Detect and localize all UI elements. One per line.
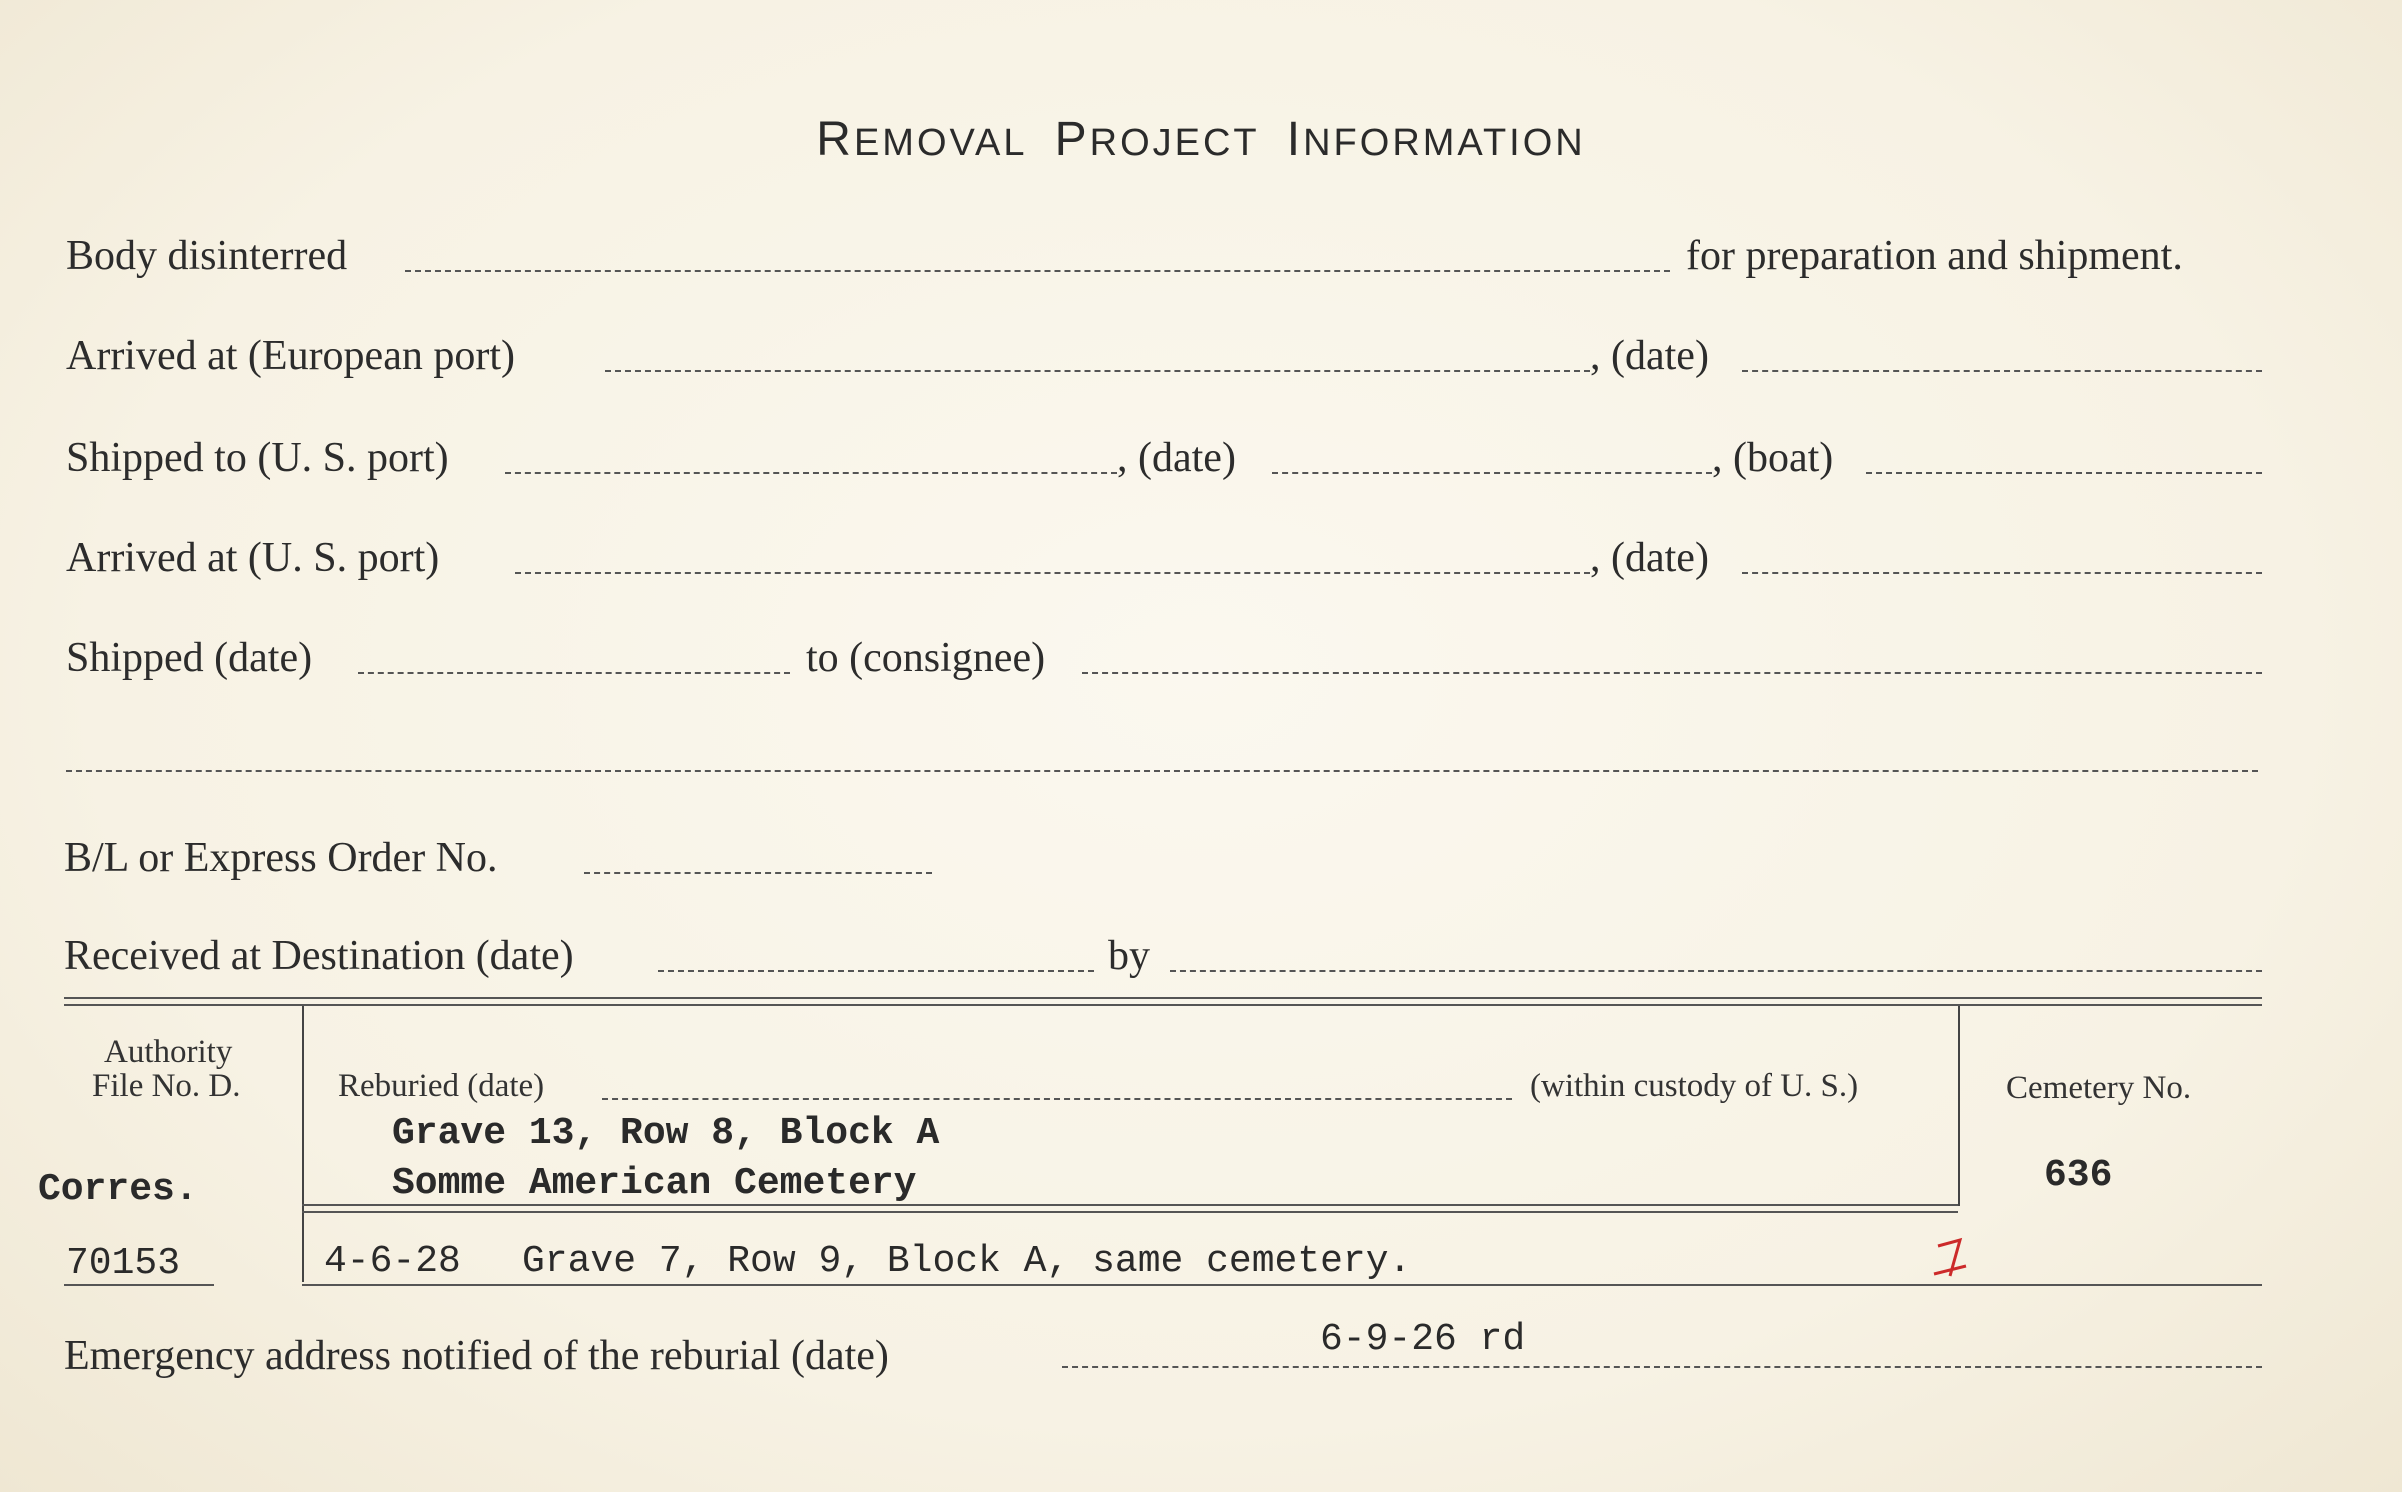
reburied-date-label: Reburied (date) [338, 1068, 545, 1104]
arrived-european-date-line [1742, 370, 2262, 372]
table-divider-right [1958, 1006, 1960, 1206]
original-cemetery-name: Somme American Cemetery [392, 1162, 917, 1205]
shipped-to-us-date-label: , (date) [1117, 435, 1236, 481]
reburied-date-line [602, 1098, 1512, 1100]
arrived-us-date-label: , (date) [1590, 535, 1709, 581]
table-divider-left [302, 1006, 304, 1282]
rebury-detail-value: Grave 7, Row 9, Block A, same cemetery. [522, 1240, 1412, 1283]
table-middle-rule [302, 1204, 1958, 1206]
shipped-date-label: Shipped (date) [66, 635, 313, 681]
emergency-address-line [1062, 1366, 2262, 1368]
custody-label: (within custody of U. S.) [1530, 1068, 1859, 1104]
cemetery-no-value: 636 [2044, 1154, 2113, 1197]
table-middle-rule-2 [302, 1211, 1958, 1213]
rebury-date-value: 4-6-28 [324, 1240, 461, 1283]
shipped-date-line [358, 672, 790, 674]
authority-label: Authority [104, 1034, 233, 1070]
file-number-underline [64, 1284, 214, 1286]
shipped-to-us-date-line [1272, 472, 1712, 474]
by-label: by [1108, 933, 1150, 979]
cemetery-no-label: Cemetery No. [2006, 1070, 2192, 1106]
table-top-rule [64, 997, 2262, 999]
emergency-notified-date: 6-9-26 rd [1320, 1318, 1526, 1361]
for-preparation-label: for preparation and shipment. [1686, 233, 2183, 279]
to-consignee-line [1082, 672, 2262, 674]
to-consignee-label: to (consignee) [806, 635, 1046, 681]
body-disinterred-line [405, 270, 1670, 272]
arrived-european-line [605, 370, 1590, 372]
body-disinterred-label: Body disinterred [66, 233, 348, 279]
reburial-row-rule [302, 1284, 2262, 1286]
file-no-label: File No. D. [92, 1068, 241, 1104]
bl-express-line [584, 872, 932, 874]
by-line [1170, 970, 2262, 972]
arrived-us-label: Arrived at (U. S. port) [66, 535, 440, 581]
arrived-european-label: Arrived at (European port) [66, 333, 515, 379]
bl-express-label: B/L or Express Order No. [64, 835, 498, 881]
corres-label: Corres. [38, 1168, 198, 1211]
boat-line [1866, 472, 2262, 474]
received-destination-line [658, 970, 1094, 972]
red-check-mark-icon [1930, 1236, 1974, 1284]
arrived-us-date-line [1742, 572, 2262, 574]
file-number-value: 70153 [66, 1242, 181, 1285]
arrived-european-date-label: , (date) [1590, 333, 1709, 379]
received-destination-label: Received at Destination (date) [64, 933, 574, 979]
shipped-to-us-label: Shipped to (U. S. port) [66, 435, 449, 481]
card-title: REMOVAL PROJECT INFORMATION [816, 113, 1586, 166]
table-top-rule-2 [64, 1004, 2262, 1006]
original-grave-location: Grave 13, Row 8, Block A [392, 1112, 940, 1155]
arrived-us-line [515, 572, 1590, 574]
consignee-continuation-line [66, 770, 2258, 772]
emergency-address-label: Emergency address notified of the reburial (date) [64, 1333, 889, 1379]
shipped-to-us-line [505, 472, 1117, 474]
boat-label: , (boat) [1712, 435, 1834, 481]
